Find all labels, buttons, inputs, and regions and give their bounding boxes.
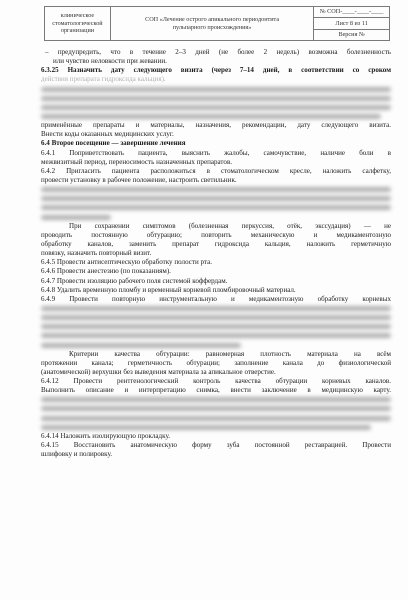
text-line: шлифовку и полировку.: [41, 450, 113, 459]
text-line: повязку, назначить повторный визит.: [41, 249, 152, 258]
org-line: клиническое: [60, 11, 95, 19]
text-line: [41, 66, 391, 75]
section-heading-text: 6.4 Второе посещение — завершение лечения: [41, 139, 186, 148]
text-line: применённые препараты и материалы, назначения, рекомендации, дату следующего визита.: [41, 121, 391, 130]
redacted-line: [41, 313, 391, 322]
text-line: действия препарата гидроксида кальция).: [41, 75, 166, 84]
redacted-line: [41, 423, 391, 432]
redacted-line: [41, 304, 391, 313]
redacted-line: [41, 414, 391, 423]
redacted-line: [41, 103, 391, 112]
version-number: Версия №: [314, 29, 390, 40]
text-line: 6.4.14 Наложить изолирующую прокладку.: [41, 431, 171, 440]
document-header: [44, 6, 390, 41]
text-line: протяжении канала; герметичность обтурации; заполнение канала до физиологической: [41, 358, 391, 367]
redacted-line: [41, 331, 391, 340]
redacted-line: [41, 112, 391, 121]
text-line: 6.4.15 Восстановить анатомическую форму зуба постоянной реставрацией. Провести: [41, 441, 391, 450]
text-line: Внести коды оказанных медицинских услуг.: [41, 130, 174, 139]
text-line: Выполнить описание и интерпретацию снимка, внести заключение в медицинскую карту.: [41, 386, 391, 395]
text-line: 6.4.9 Провести повторную инструментальную и медикаментозную обработку корневых: [41, 294, 391, 303]
text-line: 6.4.1 Поприветствовать пациента, выяснить жалобы, самочувствие, наличие боли в: [41, 148, 391, 157]
org-line: организации: [60, 27, 95, 35]
redacted-line: [41, 203, 391, 212]
organization-cell: [45, 7, 111, 41]
text-line: Критерии качества обтурации: равномерная плотность материала на всём: [69, 349, 391, 358]
redacted-line: [41, 404, 391, 413]
text-line: 6.4.8 Удалить временную пломбу и временный корневой пломбировочный материал.: [41, 285, 296, 294]
text-line: межвизитный период, переносимость назначенных препаратов.: [41, 157, 233, 166]
text-line: – предупредить, что в течение 2–3 дней (не более 2 недель) возможна болезненность: [45, 48, 391, 56]
redacted-line: [41, 185, 391, 194]
section-heading: [41, 139, 391, 148]
text-line: или чувство неловкости при жевании.: [53, 57, 167, 66]
text-line: (анатомической) верхушки без выведения материала за апикальное отверстие.: [41, 367, 276, 376]
sop-title-cell: [110, 7, 313, 41]
text-line: провести установку в рабочее положение, настроить светильник.: [41, 175, 237, 184]
text-line: 6.4.6 Провести анестезию (по показаниям).: [41, 267, 171, 276]
clause-text: 6.3.25 Назначить дату следующего визита (через 7–14 дней, в соответствии со сроком: [41, 66, 391, 75]
sop-title-line: СОП «Лечение острого апикального периодонтита: [145, 15, 280, 23]
sop-number: № СОП-____-____-____: [314, 7, 390, 18]
document-body: [41, 48, 391, 459]
redacted-line: [41, 341, 391, 350]
text-line: 6.4.2 Пригласить пациента расположиться в стоматологическом кресле, наложить салфетку,: [41, 166, 391, 175]
redacted-line: [41, 94, 391, 103]
text-line: 6.4.5 Провести антисептическую обработку полости рта.: [41, 258, 212, 267]
text-line: 6.4.7 Провести изоляцию рабочего поля системой коффердам.: [41, 276, 228, 285]
org-line: стоматологической: [52, 19, 103, 27]
sheet-number: Лист 8 из 11: [314, 18, 390, 29]
text-line: обработку каналов, заменить препарат гидроксида кальция, наложить герметичную: [41, 239, 391, 248]
text-line: 6.4.12 Провести рентгенологический контроль качества обтурации корневых каналов.: [41, 377, 391, 386]
text-line: проводить постоянную обтурацию; повторить механическую и медикаментозную: [41, 230, 391, 239]
redacted-line: [41, 85, 391, 94]
text-line: При сохранении симптомов (болезненная перкуссия, отёк, экссудация) — не: [69, 221, 391, 230]
redacted-line: [41, 395, 391, 404]
sop-title-line: пульпарного происхождения»: [172, 23, 252, 31]
redacted-line: [41, 213, 391, 222]
redacted-line: [41, 194, 391, 203]
redacted-line: [41, 322, 391, 331]
